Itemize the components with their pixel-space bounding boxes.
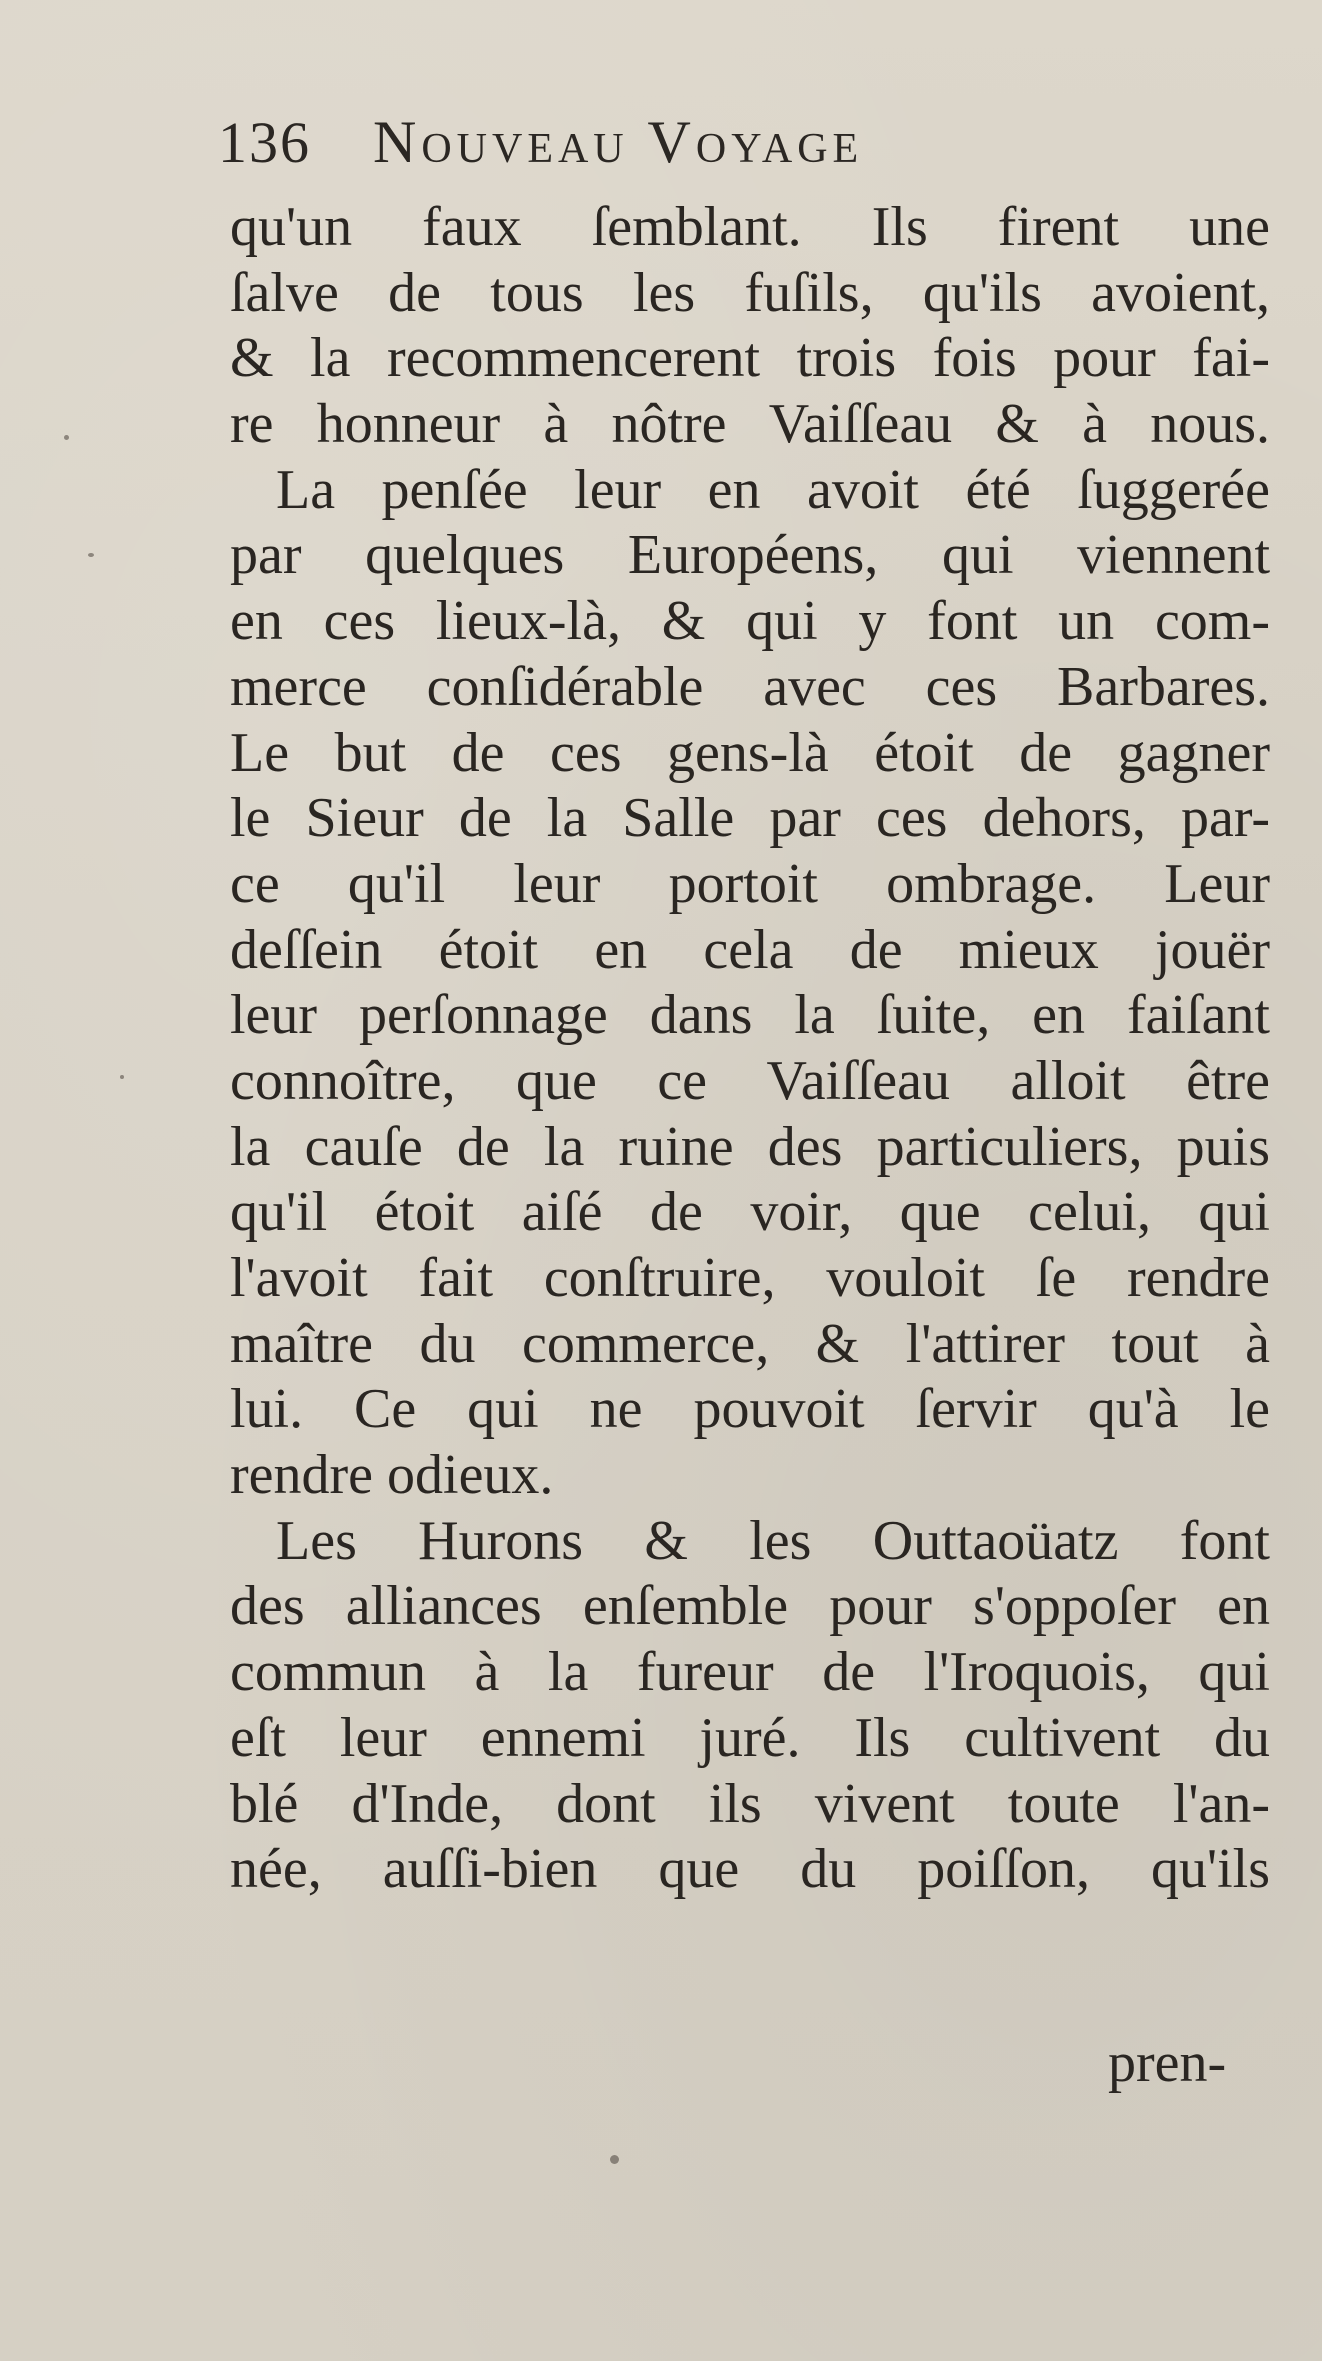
text-line: commun à la fureur de l'Iroquois, qui [230, 1641, 1270, 1704]
catchword: pren- [1108, 2032, 1227, 2094]
text-line: qu'il étoit aiſé de voir, que celui, qui [230, 1181, 1270, 1244]
text-line: re honneur à nôtre Vaiſſeau & à nous. [230, 393, 1270, 456]
paper-speck [610, 2155, 619, 2164]
text-line: rendre odieux. [230, 1444, 554, 1507]
page-number: 136 [218, 110, 311, 175]
text-line: merce conſidérable avec ces Barbares. [230, 655, 1270, 718]
running-title: Nouveau Voyage [373, 109, 864, 175]
paper-speck [120, 1075, 124, 1079]
text-line: Le but de ces gens-là étoit de gagner [230, 721, 1270, 784]
text-line: La penſée leur en avoit été ſuggerée [276, 458, 1270, 521]
body-text [230, 195, 1270, 1903]
text-line: l'avoit fait conſtruire, vouloit ſe rendre [230, 1247, 1270, 1309]
text-line: leur perſonnage dans la ſuite, en faiſant [230, 984, 1270, 1047]
text-line: ſalve de tous les fuſils, qu'ils avoient, [230, 261, 1270, 324]
text-line: le Sieur de la Salle par ces dehors, par- [230, 787, 1270, 850]
text-line: deſſein étoit en cela de mieux jouër [230, 918, 1270, 981]
paper-speck [64, 435, 69, 440]
text-line: ce qu'il leur portoit ombrage. Leur [230, 852, 1270, 915]
text-line: Les Hurons & les Outtaoüatz font [276, 1509, 1270, 1572]
text-line: la cauſe de la ruine des particuliers, puis [230, 1115, 1270, 1178]
paper-speck [88, 553, 94, 557]
text-line: lui. Ce qui ne pouvoit ſervir qu'à le [230, 1378, 1270, 1441]
text-line: maître du commerce, & l'attirer tout à [230, 1312, 1270, 1375]
text-line: & la recommencerent trois fois pour fai- [230, 327, 1270, 390]
text-line: des alliances enſemble pour s'oppoſer en [230, 1575, 1270, 1638]
text-line: eſt leur ennemi juré. Ils cultivent du [230, 1706, 1270, 1769]
text-line: née, auſſi-bien que du poiſſon, qu'ils [230, 1838, 1270, 1901]
text-line: connoître, que ce Vaiſſeau alloit être [230, 1049, 1270, 1112]
text-line: blé d'Inde, dont ils vivent toute l'an- [230, 1772, 1270, 1835]
text-line: en ces lieux-là, & qui y font un com- [230, 590, 1270, 653]
running-head [218, 108, 1118, 188]
text-line: qu'un faux ſemblant. Ils firent une [230, 196, 1270, 258]
text-line: par quelques Européens, qui viennent [230, 524, 1270, 587]
